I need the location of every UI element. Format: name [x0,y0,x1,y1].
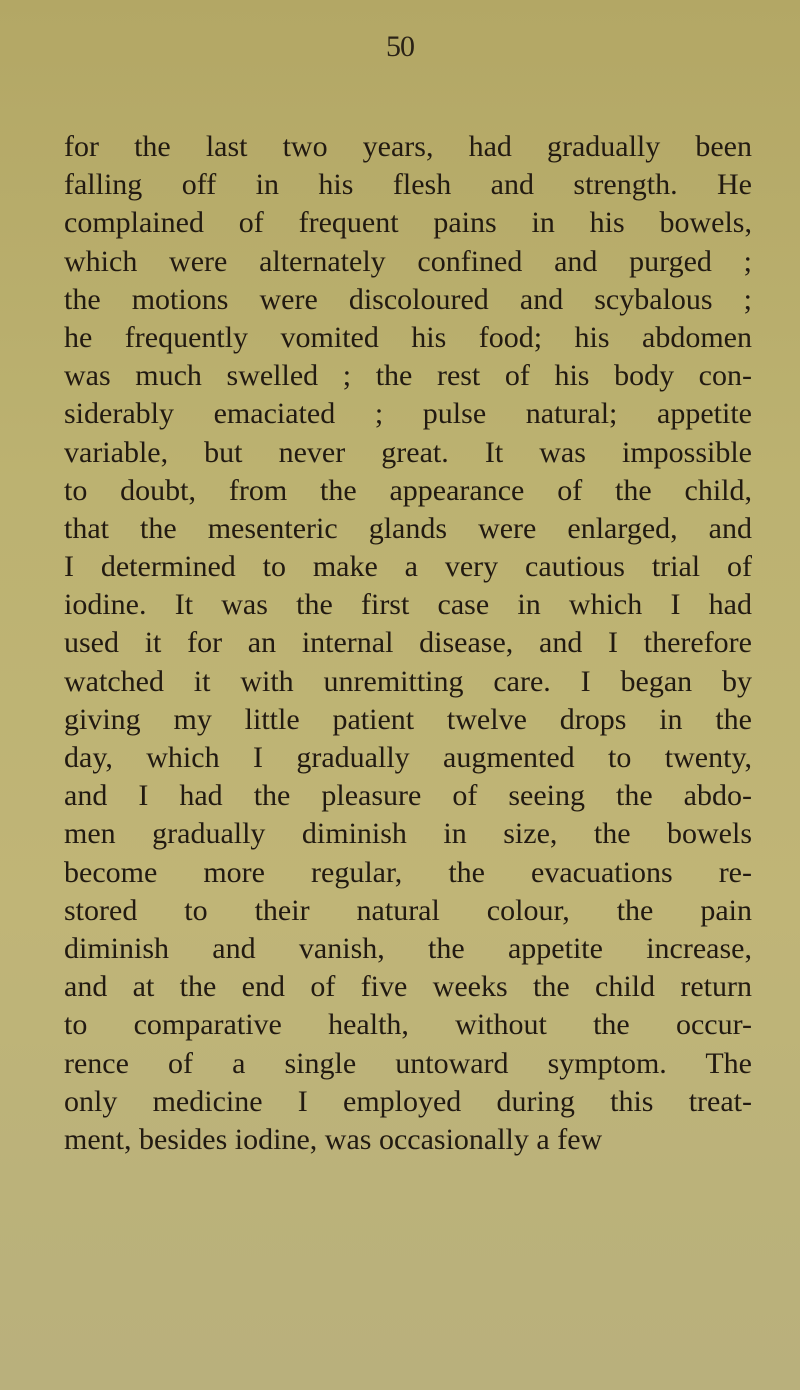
text-line: the motions were discoloured and scybalous ; [64,282,752,316]
page-number: 50 [386,30,414,63]
text-line: used it for an internal disease, and I therefore [64,626,752,660]
text-line: he frequently vomited his food; his abdomen [64,320,752,354]
text-line: siderably emaciated ; pulse natural; appetite [64,397,752,431]
text-line: falling off in his flesh and strength. He [64,168,752,202]
text-line: only medicine I employed during this treat- [64,1084,752,1118]
text-line: rence of a single untoward symptom. The [64,1046,752,1080]
text-line: complained of frequent pains in his bowels, [64,206,752,240]
text-line: men gradually diminish in size, the bowels [64,817,752,851]
text-line: variable, but never great. It was impossible [64,435,752,469]
text-line: ment, besides iodine, was occasionally a few [64,1122,603,1156]
text-line: I determined to make a very cautious trial of [64,550,752,584]
text-line: iodine. It was the first case in which I had [64,588,752,622]
text-line: and at the end of five weeks the child return [64,970,752,1004]
text-line: and I had the pleasure of seeing the abdo- [64,779,752,813]
body-paragraph [64,128,752,1159]
text-line: was much swelled ; the rest of his body con- [64,359,752,393]
text-line: to comparative health, without the occur- [64,1008,752,1042]
text-line: become more regular, the evacuations re- [64,855,752,889]
text-line: stored to their natural colour, the pain [64,893,752,927]
text-line: giving my little patient twelve drops in the [64,702,752,736]
text-line: that the mesenteric glands were enlarged, and [64,511,752,545]
text-line: for the last two years, had gradually been [64,130,752,163]
text-line: to doubt, from the appearance of the child, [64,473,752,507]
text-line: day, which I gradually augmented to twenty, [64,741,752,774]
text-line: which were alternately confined and purged ; [64,244,752,278]
text-line: diminish and vanish, the appetite increase, [64,931,752,965]
text-line: watched it with unremitting care. I began by [64,664,752,698]
